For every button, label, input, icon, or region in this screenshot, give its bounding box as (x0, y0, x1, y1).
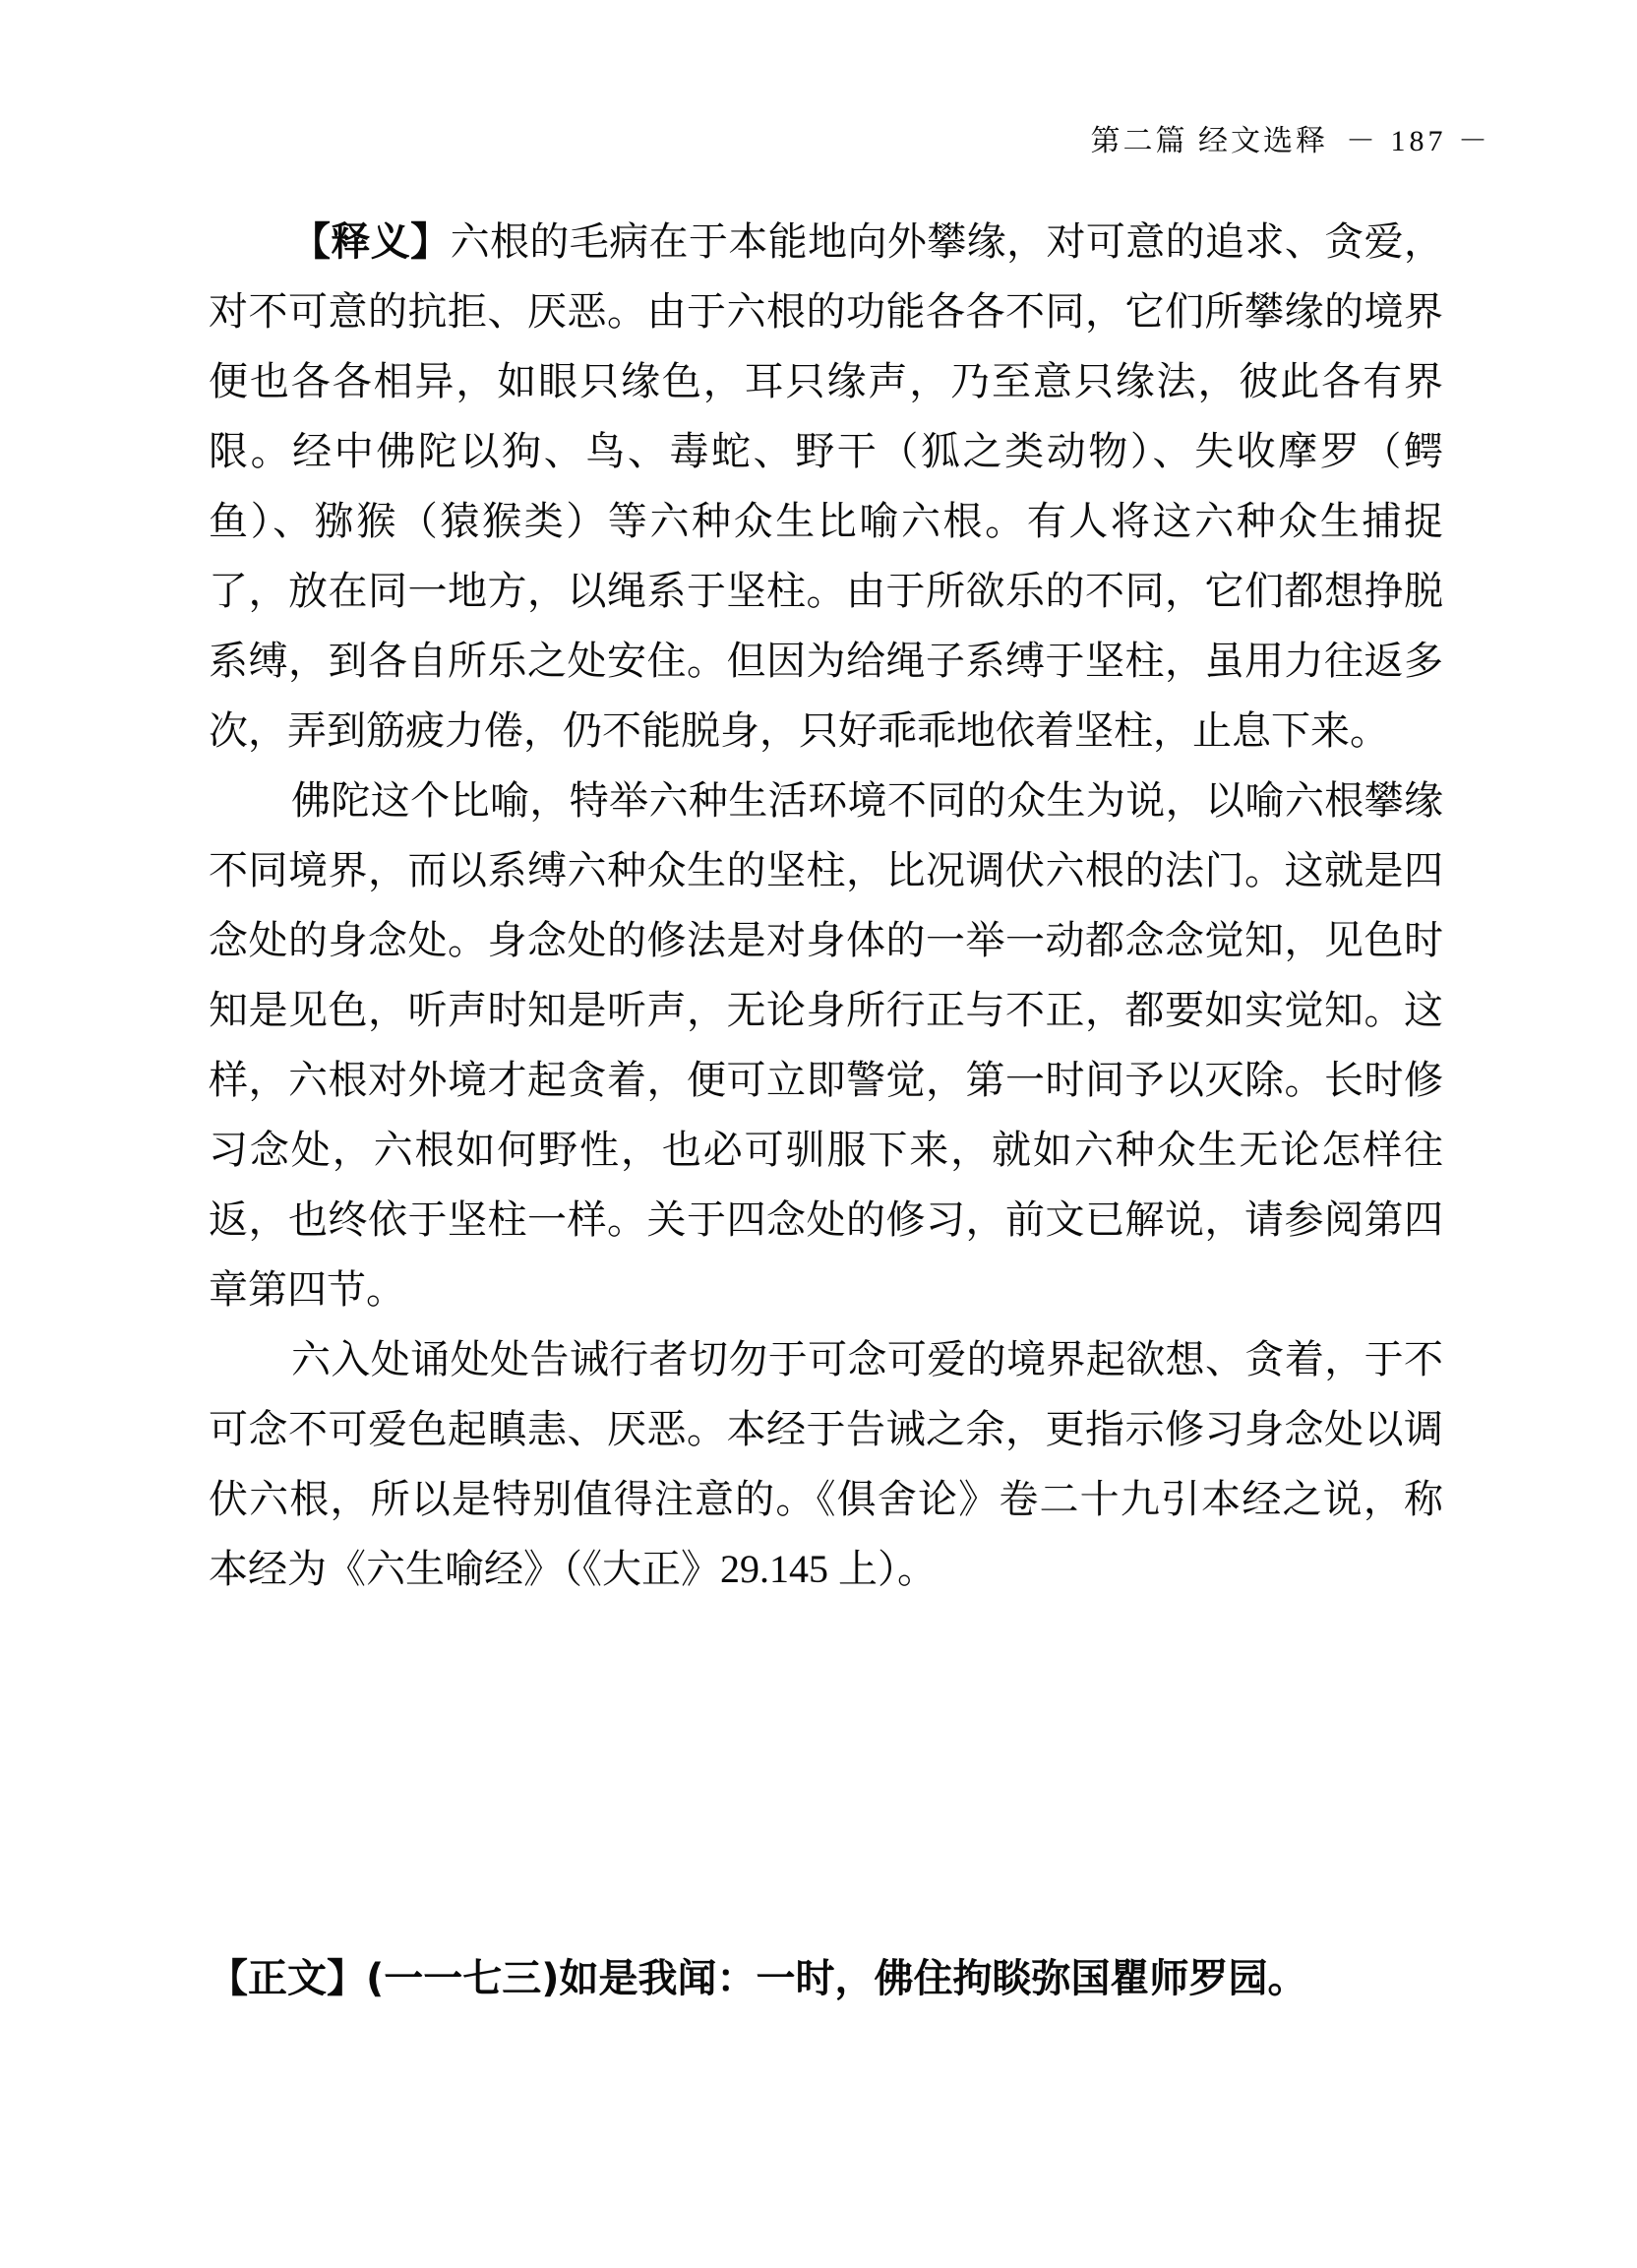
page-number: － 187 － (1346, 125, 1491, 157)
paragraph-1 (209, 207, 1443, 766)
page-header (1091, 116, 1492, 159)
paragraph-3 (209, 1324, 1443, 1604)
body-content (209, 207, 1443, 1604)
paragraph-3-text: 六入处诵处处告诫行者切勿于可念可爱的境界起欲想、贪着，于不可念不可爱色起瞋恚、厌恶。本经于告诫之余，更指示修习身念处以调伏六根，所以是特别值得注意的。《俱舍论》卷二十九引本经之说，称本经为《六生喻经》（《大正》29.145 上）。 (209, 1337, 1443, 1591)
header-section-title: 第二篇 经文选释 (1090, 125, 1328, 157)
paragraph-2 (209, 766, 1443, 1324)
paragraph-2-text: 佛陀这个比喻，特举六种生活环境不同的众生为说，以喻六根攀缘不同境界，而以系缚六种众生的坚柱，比况调伏六根的法门。这就是四念处的身念处。身念处的修法是对身体的一举一动都念念觉知，见色时知是见色，听声时知是听声，无论身所行正与不正，都要如实觉知。这样，六根对外境才起贪着，便可立即警觉，第一时间予以灭除。长时修习念处，六根如何野性，也必可驯服下来，就如六种众生无论怎样往返，也终依于坚柱一样。关于四念处的修习，前文已解说，请参阅第四章第四节。 (209, 778, 1443, 1312)
scripture-block (209, 1948, 1443, 2009)
scripture-marker: 【正文】 (209, 1956, 366, 2000)
paragraph-1-text: 六根的毛病在于本能地向外攀缘，对可意的追求、贪爱，对不可意的抗拒、厌恶。由于六根的功能各各不同，它们所攀缘的境界便也各各相异，如眼只缘色，耳只缘声，乃至意只缘法，彼此各有界限。经中佛陀以狗、鸟、毒蛇、野干（狐之类动物）、失收摩罗（鳄鱼）、猕猴（猿猴类）等六种众生比喻六根。有人将这六种众生捕捉了，放在同一地方，以绳系于坚柱。由于所欲乐的不同，它们都想挣脱系缚，到各自所乐之处安住。但因为给绳子系缚于坚柱，虽用力往返多次，弄到筋疲力倦，仍不能脱身，只好乖乖地依着坚柱，止息下来。 (209, 219, 1444, 753)
scripture-text: (一一七三)如是我闻：一时，佛住拘睒弥国瞿师罗园。 (366, 1956, 1307, 2001)
paragraph-1-lead: 【释义】 (291, 219, 451, 264)
